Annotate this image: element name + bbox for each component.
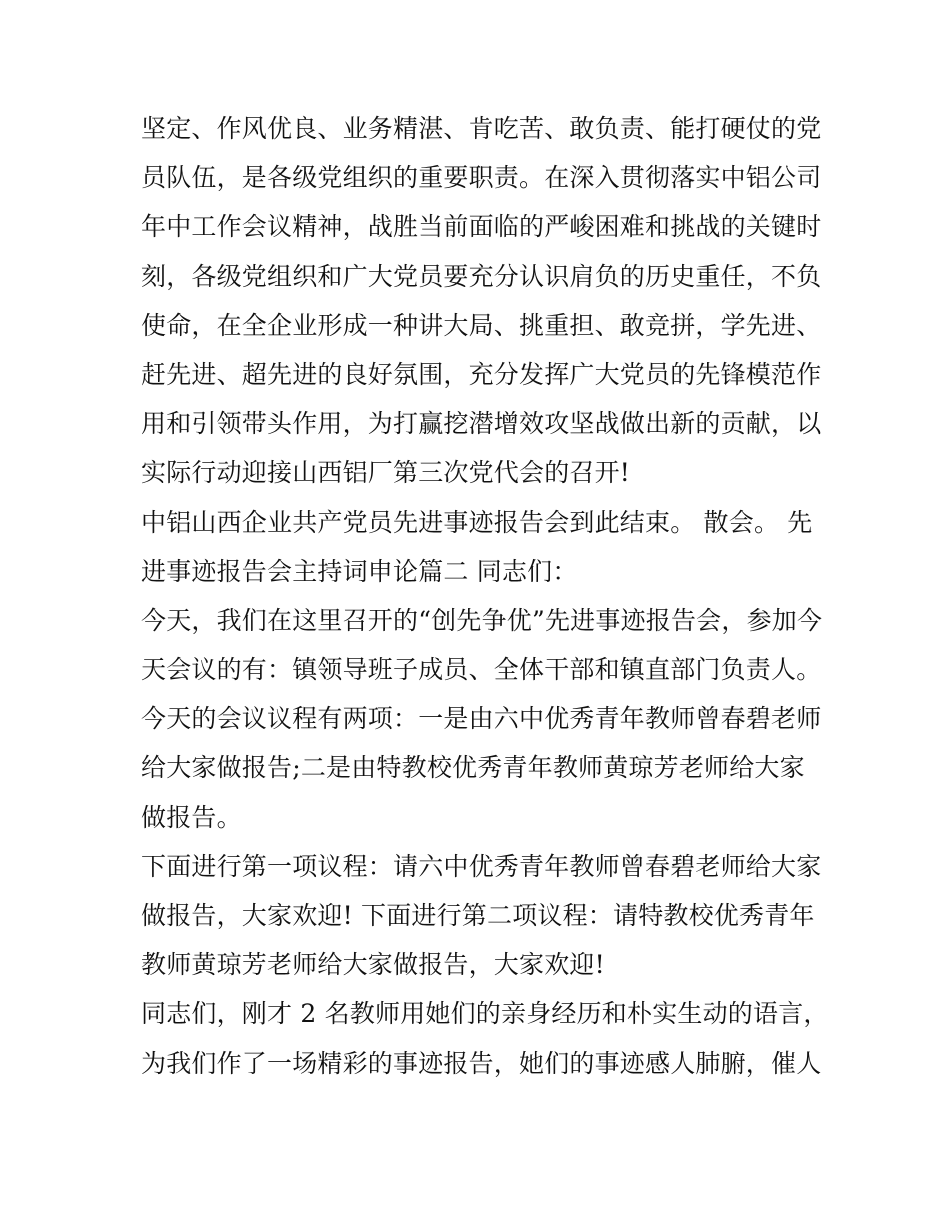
text-line: 天会议的有：镇领导班子成员、全体干部和镇直部门负责人。 bbox=[141, 655, 822, 685]
text-line: 做报告。 bbox=[141, 802, 242, 832]
text-line: 教师黄琼芳老师给大家做报告，大家欢迎! bbox=[141, 950, 605, 980]
text-line: 坚定、作风优良、业务精湛、肯吃苦、敢负责、能打硬仗的党 bbox=[141, 114, 822, 143]
text-line: 进事迹报告会主持词申论篇二 同志们： bbox=[141, 556, 578, 586]
text-line: 赶先进、超先进的良好氛围，充分发挥广大党员的先锋模范作 bbox=[141, 359, 822, 389]
text-line: 同志们，刚才 2 名教师用她们的亲身经历和朴实生动的语言， bbox=[141, 999, 829, 1029]
text-line: 今天，我们在这里召开的“创先争优”先进事迹报告会，参加今 bbox=[141, 605, 823, 635]
text-line: 今天的会议议程有两项：一是由六中优秀青年教师曾春碧老师 bbox=[141, 704, 822, 734]
text-line: 给大家做报告;二是由特教校优秀青年教师黄琼芳老师给大家 bbox=[141, 753, 805, 783]
text-line: 使命，在全企业形成一种讲大局、挑重担、敢竞拼，学先进、 bbox=[141, 310, 822, 340]
text-line: 员队伍，是各级党组织的重要职责。在深入贯彻落实中铝公司 bbox=[141, 163, 822, 193]
text-line: 为我们作了一场精彩的事迹报告，她们的事迹感人肺腑，催人 bbox=[141, 1048, 822, 1078]
text-line: 实际行动迎接山西铝厂第三次党代会的召开! bbox=[141, 458, 631, 488]
text-line: 中铝山西企业共产党员先进事迹报告会到此结束。 散会。 先 bbox=[141, 507, 813, 537]
text-line: 下面进行第一项议程：请六中优秀青年教师曾春碧老师给大家 bbox=[141, 851, 822, 881]
text-line: 年中工作会议精神，战胜当前面临的严峻困难和挑战的关键时 bbox=[141, 212, 822, 242]
text-line: 做报告，大家欢迎! 下面进行第二项议程：请特教校优秀青年 bbox=[141, 901, 815, 930]
text-line: 用和引领带头作用，为打赢挖潜增效攻坚战做出新的贡献，以 bbox=[141, 409, 822, 439]
text-line: 刻，各级党组织和广大党员要充分认识肩负的历史重任，不负 bbox=[141, 261, 822, 291]
document-body bbox=[141, 104, 829, 1088]
